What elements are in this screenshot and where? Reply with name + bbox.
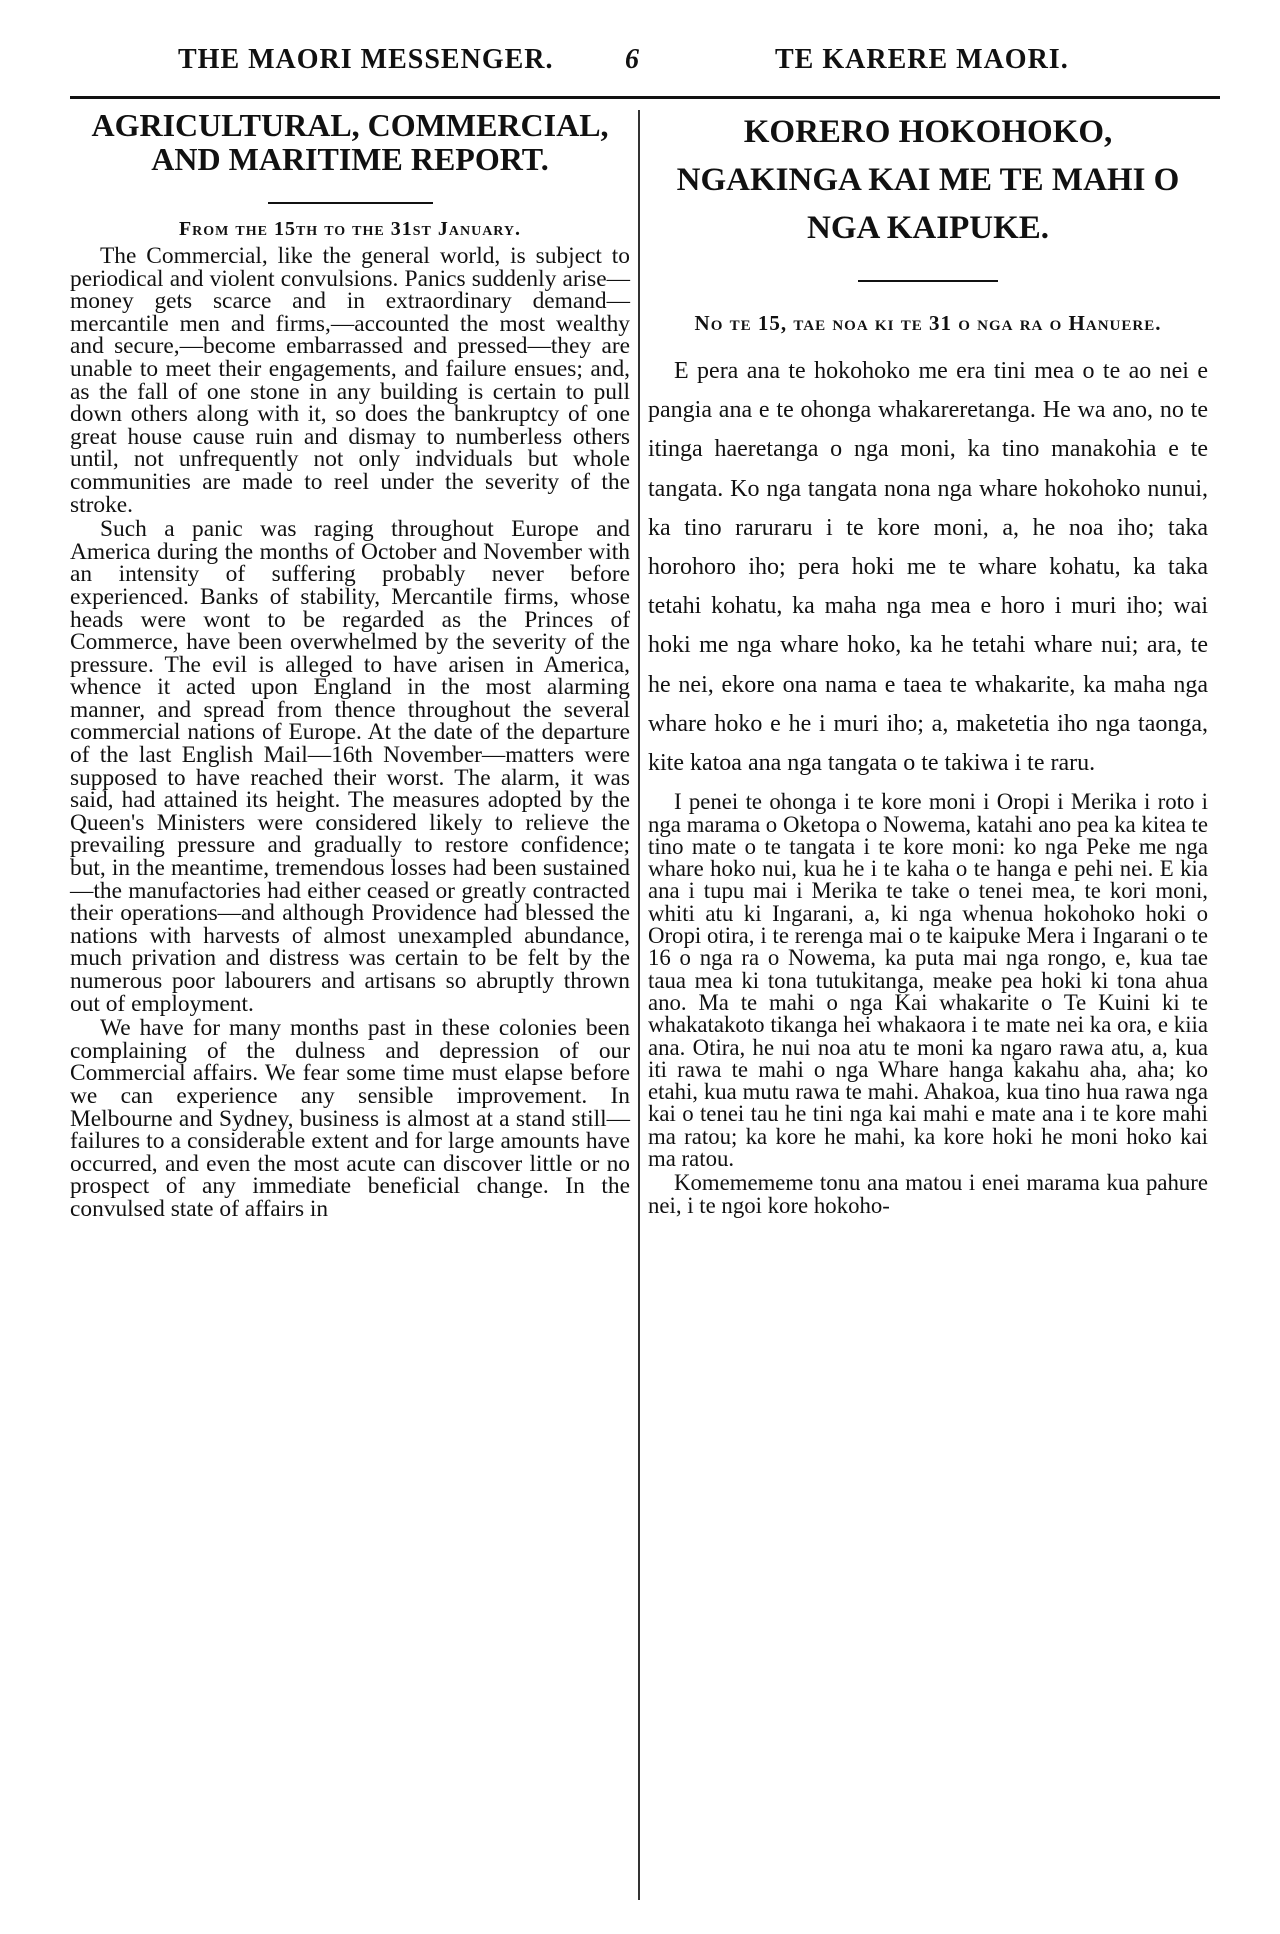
- title-rule: [858, 280, 998, 282]
- column-divider: [638, 110, 640, 1900]
- page-header: [60, 40, 1220, 90]
- maori-paragraph: E pera ana te hokohoko me era tini mea o te ao nei e pangia ana e te ohonga whakareretanga. He wa ano, no te itinga haeretanga o nga moni, ka tino manakohia e te tangata. Ko nga tangata nona nga whare hokohoko nunui, ka tino raruraru i te kore moni, a, he noa iho; taka horohoro iho; pera hoki me te whare kohatu, ka taka tetahi kohatu, ka maha nga mea e horo i muri iho; wai hoki me nga whare hoko, ka he tetahi whare nui; ara, te he nei, ekore ona nama e taea te whakarite, ka maha nga whare hoko e he i muri iho; a, maketetia iho nga taonga, kite katoa ana nga tangata o te takiwa i te raru.: [648, 358, 1208, 777]
- maori-paragraph: Komemememe tonu ana matou i enei marama kua pahure nei, i te ngoi kore hokoho-: [648, 1170, 1208, 1218]
- english-paragraph: Such a panic was raging throughout Europe and America during the months of October and November with an intensity of suffering probably never before experienced. Banks of stability, Mercantile firms, whose heads were wont to be regarded as the Princes of Commerce, have been overwhelmed by the severity of the pressure. The evil is alleged to have arisen in America, whence it acted upon England in the most alarming manner, and spread from thence throughout the several commercial nations of Europe. At the date of the departure of the last English Mail—16th November—matters were supposed to have reached their worst. The alarm, it was said, had attained its height. The measures adopted by the Queen's Ministers were considered likely to relieve the prevailing pressure and gradually to restore confidence; but, in the meantime, tremendous losses had been sustained—the manufactories had either ceased or greatly contracted their operations—and although Providence had blessed the nations with harvests of almost unexampled abundance, much privation and distress was certain to be felt by the numerous poor labourers and artisans so abruptly thrown out of employment.: [70, 516, 630, 1017]
- header-english-title: THE MAORI MESSENGER.: [178, 44, 554, 75]
- english-article-title: AGRICULTURAL, COMMERCIAL, AND MARITIME REPORT.: [91, 107, 609, 177]
- english-paragraph: We have for many months past in these colonies been complaining of the dulness and depression of our Commercial affairs. We fear some time must elapse before we can experience any sensible improvement. In Melbourne and Sydney, business is almost at a stand still—failures to a considerable extent and for large amounts have occurred, and even the most acute can discover little or no prospect of any immediate beneficial change. In the convulsed state of affairs in: [70, 1015, 630, 1222]
- maori-paragraph: I penei te ohonga i te kore moni i Oropi i Merika i roto i nga marama o Oketopa o Nowema, katahi ano pea ka kitea te tino mate o te tangata i te kore moni: ko nga Peke me nga whare hoko nui, kua he i te kaha o te hanga e pehi nei. E kia ana i tupu mai i Merika te take o tenei mea, te kori moni, whiti atu ki Ingarani, a, ki nga whenua hokohoko hoki o Oropi otira, i te rerenga mai o te kaipuke Mera i Ingarani o te 16 o nga ra o Nowema, ka puta mai nga rongo, e, kua tae taua mea ki tona tutukitanga, meake pea hoki ki tona ahua ano. Ma te mahi o nga Kai whakarite o Te Kuini ki te whakatakoto tikanga hei whakaora i te mate nei ka ora, e kiia ana. Otira, he nui noa atu te moni ka ngaro rawa atu, a, kua iti rawa te mahi o nga Whare hanga kakahu aha, aha; ko etahi, kua mutu rawa te mahi. Ahakoa, kua tino hua rawa nga kai o tenei tau he tini nga kai mahi e mate ana i te kore mahi ma ratou; ka kore he mahi, ka kore hoki he moni hoko kai ma ratou.: [648, 789, 1208, 1171]
- page-number: 6: [625, 44, 639, 75]
- title-rule: [268, 202, 433, 204]
- english-date-line: From the 15th to the 31st January.: [178, 218, 522, 240]
- maori-article-title: KORERO HOKOHOKO, NGAKINGA KAI ME TE MAHI O NGA KAIPUKE.: [676, 114, 1180, 246]
- maori-column: [648, 108, 1208, 1217]
- header-maori-title: TE KARERE MAORI.: [775, 44, 1069, 75]
- header-rule: [70, 96, 1220, 99]
- english-paragraph: The Commercial, like the general world, is subject to periodical and violent convulsions. Panics suddenly arise—money gets scarce and in extraordinary demand—mercantile men and firms,—accounted the most wealthy and secure,—become embarrassed and pressed—they are unable to meet their engagements, and failure ensues; and, as the fall of one stone in any building is certain to pull down others along with it, so does the bankruptcy of one great house cause ruin and dismay to numberless others until, not unfrequently not only indviduals but whole communities are made to reel under the severity of the stroke.: [70, 243, 630, 518]
- english-column: [70, 108, 630, 1221]
- maori-date-line: No te 15, tae noa ki te 31 o nga ra o Hanuere.: [694, 311, 1162, 335]
